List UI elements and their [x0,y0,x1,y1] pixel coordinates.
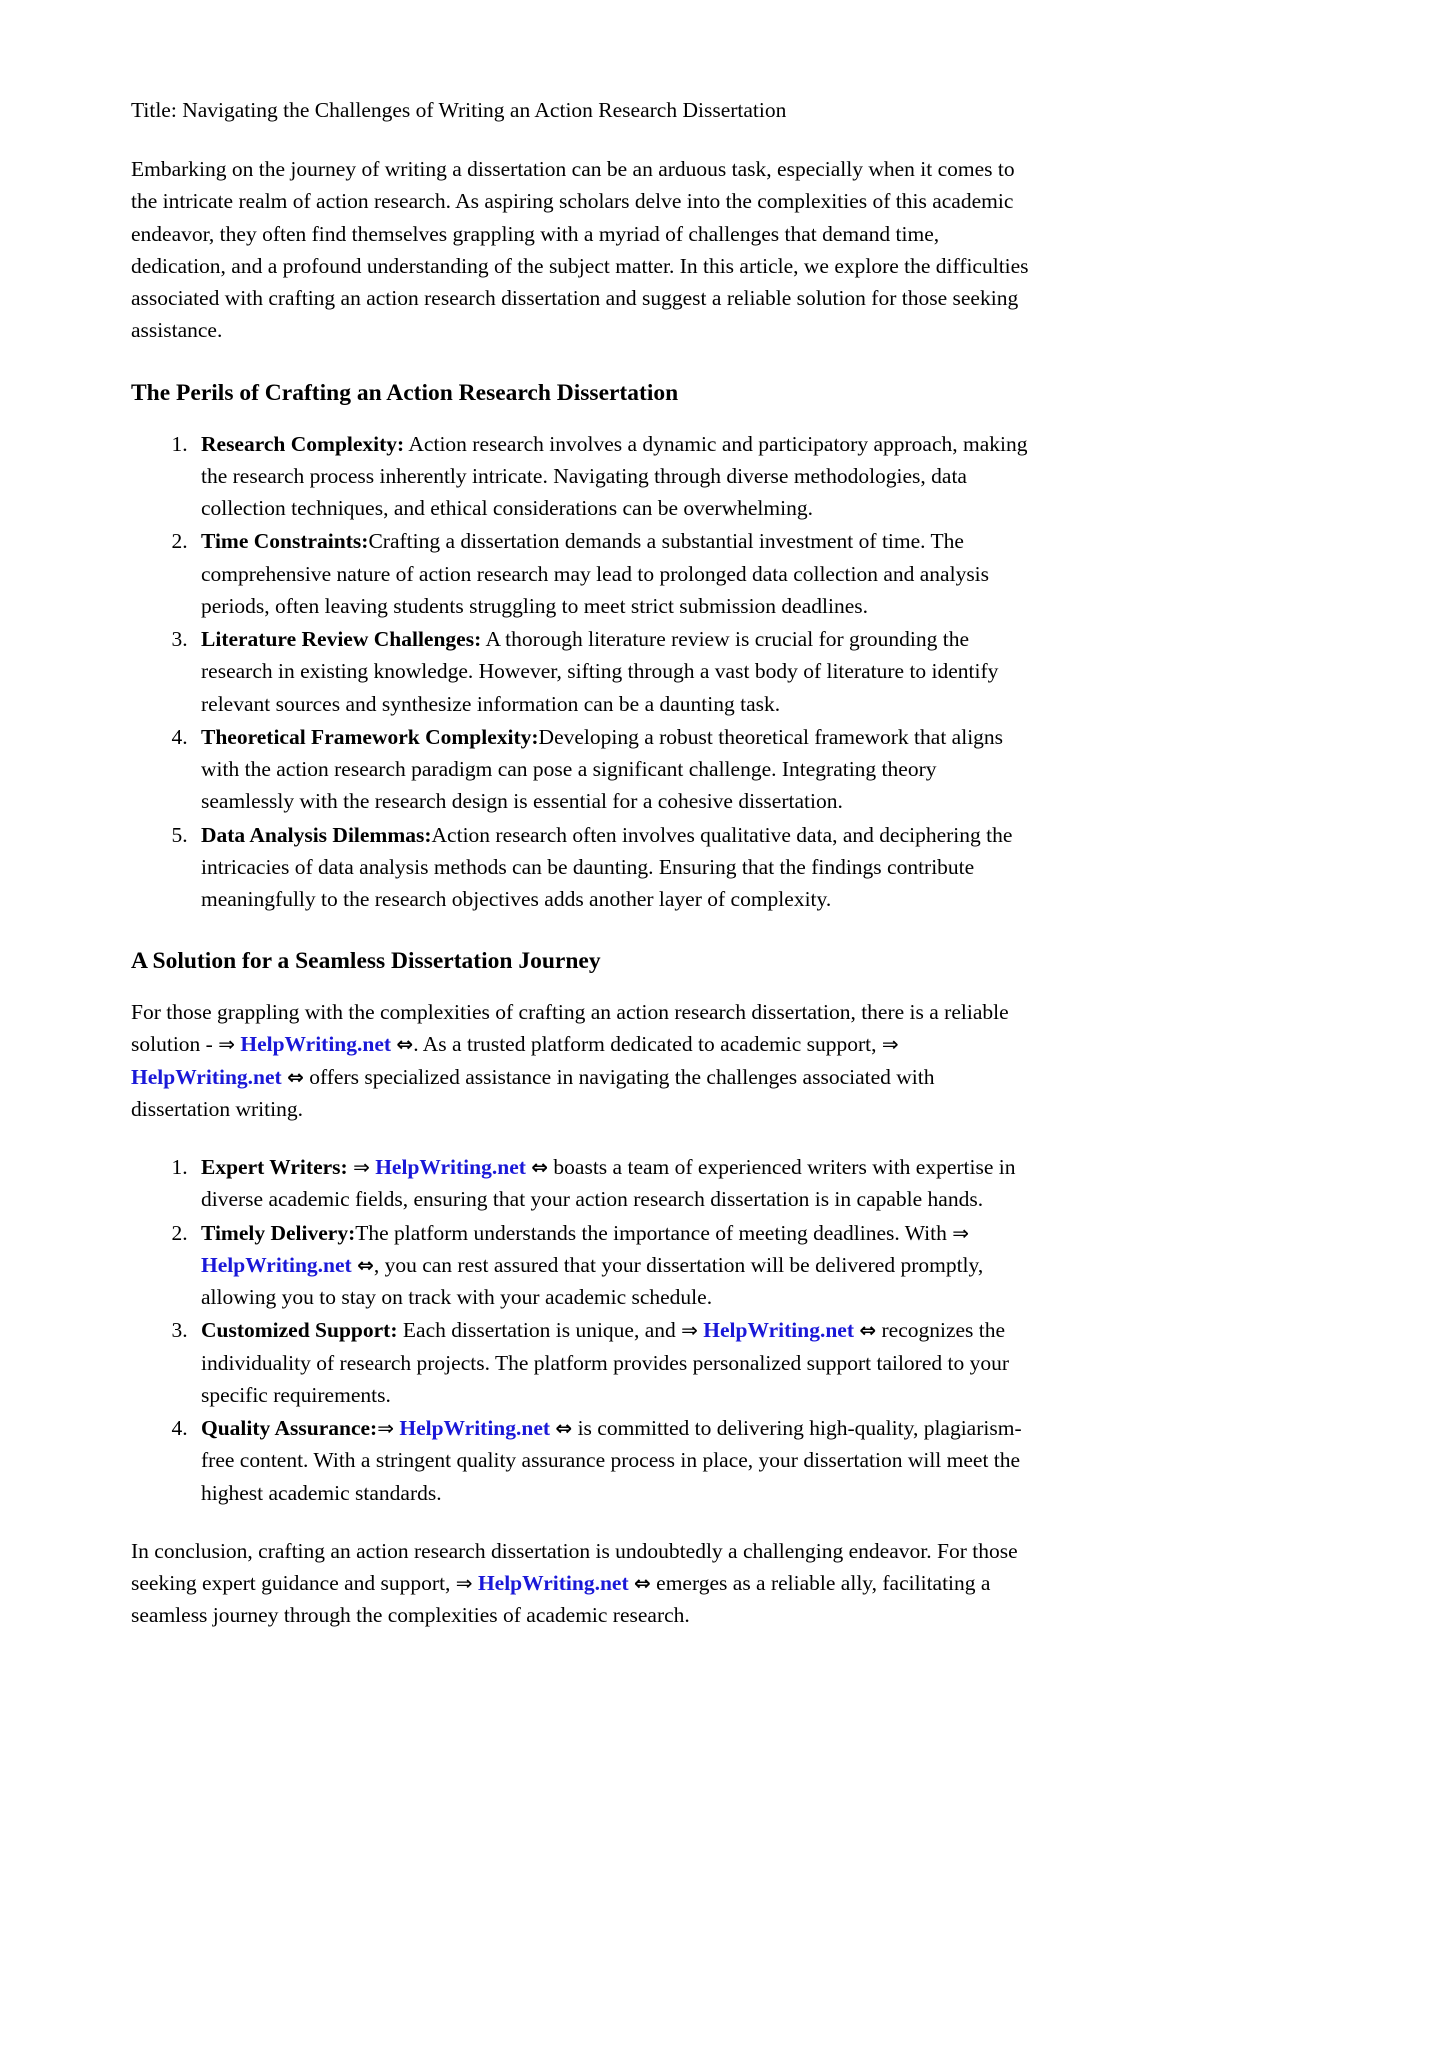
solution-intro-text-2: . As a trusted platform dedicated to academic support, [413,1032,882,1057]
list-item-text: Developing a robust theoretical framework that aligns with the action research paradigm can pose a significant challenge. Integrating theory seamlessly with the research design is essential for a cohesive dissertation. [201,724,1004,814]
left-right-arrow-icon: ⇔ [396,1032,414,1057]
helpwriting-link[interactable]: HelpWriting.net [477,1571,629,1596]
list-item-text: Crafting a dissertation demands a substantial investment of time. The comprehensive nature of action research may lead to prolonged data collection and analysis periods, often leaving students struggling to meet strict submission deadlines. [201,529,990,618]
helpwriting-link[interactable]: HelpWriting.net [131,1064,282,1089]
helpwriting-link[interactable]: HelpWriting.net [703,1318,854,1343]
left-right-arrow-icon: ⇔ [634,1571,651,1596]
list-item [193,819,1031,916]
list-item-lead: Time Constraints: [201,529,369,554]
list-item [193,1151,1031,1216]
solution-intro-text-1: For those grappling with the complexities of crafting an action research dissertation, there is a reliable solution - [131,1000,1009,1057]
list-item [193,525,1031,622]
helpwriting-link[interactable]: HelpWriting.net [399,1416,551,1441]
list-item-lead: Customized Support: [201,1318,398,1343]
solution-intro-paragraph [131,996,1031,1125]
conclusion-text-1: In conclusion, crafting an action research dissertation is undoubtedly a challenging endeavor. For those seeking expert guidance and support, [131,1538,1018,1596]
list-item [193,1314,1031,1411]
double-right-arrow-icon: ⇒ [377,1416,394,1441]
helpwriting-link[interactable]: HelpWriting.net [240,1032,392,1057]
conclusion-text-2: emerges as a reliable ally, facilitating a seamless journey through the complexities of academic research. [131,1571,991,1628]
helpwriting-link[interactable]: HelpWriting.net [201,1252,352,1277]
list-item [193,1412,1031,1509]
list-item-text-after: is committed to delivering high-quality, plagiarism-free content. With a stringent quality assurance process in place, your dissertation will meet the highest academic standards. [201,1416,1022,1505]
list-item-text-before: Each dissertation is unique, and [397,1318,682,1343]
list-item [193,428,1031,525]
list-item-lead: Timely Delivery: [201,1220,356,1245]
solution-intro-text-3: offers specialized assistance in navigating the challenges associated with dissertation writing. [131,1064,935,1121]
perils-list [131,428,1031,916]
double-right-arrow-icon: ⇒ [218,1032,235,1057]
list-item-lead: Quality Assurance: [201,1416,378,1441]
double-right-arrow-icon: ⇒ [881,1032,899,1057]
list-item-text-after: , you can rest assured that your dissertation will be delivered promptly, allowing you to stay on track with your academic schedule. [201,1252,984,1310]
left-right-arrow-icon: ⇔ [531,1155,549,1180]
list-item-text-after: boasts a team of experienced writers with expertise in diverse academic fields, ensuring that your action research dissertation is in capable hands. [201,1155,1016,1212]
left-right-arrow-icon: ⇔ [555,1416,573,1441]
solution-list [131,1151,1031,1509]
list-item-lead: Theoretical Framework Complexity: [201,724,539,749]
left-right-arrow-icon: ⇔ [287,1064,304,1089]
helpwriting-link[interactable]: HelpWriting.net [375,1155,526,1180]
list-item-text: A thorough literature review is crucial for grounding the research in existing knowledge. However, sifting through a vast body of literature to identify relevant sources and synthesize information can be a daunting task. [201,627,999,716]
intro-paragraph: Embarking on the journey of writing a dissertation can be an arduous task, especially when it comes to the intricate realm of action research. As aspiring scholars delve into the complexities of this academic endeavor, they often find themselves grappling with a myriad of challenges that demand time, dedication, and a profound understanding of the subject matter. In this article, we explore the difficulties associated with crafting an action research dissertation and suggest a reliable solution for those seeking assistance. [131,157,1029,343]
list-item-text: Action research involves a dynamic and participatory approach, making the research process inherently intricate. Navigating through diverse methodologies, data collection techniques, and ethical considerations can be overwhelming. [201,431,1028,521]
left-right-arrow-icon: ⇔ [357,1252,374,1277]
double-right-arrow-icon: ⇒ [952,1220,969,1245]
list-item-lead: Data Analysis Dilemmas: [201,822,432,847]
list-item [193,721,1031,818]
list-item [193,1217,1031,1314]
list-item-text-before: The platform understands the importance of meeting deadlines. With [355,1220,953,1245]
left-right-arrow-icon: ⇔ [859,1318,877,1343]
double-right-arrow-icon: ⇒ [455,1571,473,1596]
section-heading-solution: A Solution for a Seamless Dissertation Journey [131,948,601,975]
document-title-line: Title: Navigating the Challenges of Writing an Action Research Dissertation [131,98,787,122]
list-item-text-after: recognizes the individuality of research projects. The platform provides personalized support tailored to your specific requirements. [201,1318,1010,1407]
double-right-arrow-icon: ⇒ [681,1318,698,1343]
conclusion-paragraph [131,1535,1031,1632]
list-item-text: Action research often involves qualitative data, and deciphering the intricacies of data analysis methods can be daunting. Ensuring that the findings contribute meaningfully to the research objectives adds another layer of complexity. [201,822,1013,912]
list-item [193,623,1031,720]
document-content [131,95,1031,1632]
double-right-arrow-icon: ⇒ [353,1155,370,1180]
list-item-lead: Literature Review Challenges: [201,627,482,652]
section-heading-perils: The Perils of Crafting an Action Research Dissertation [131,379,679,406]
list-item-lead: Expert Writers: [201,1155,348,1180]
list-item-lead: Research Complexity: [201,431,405,456]
